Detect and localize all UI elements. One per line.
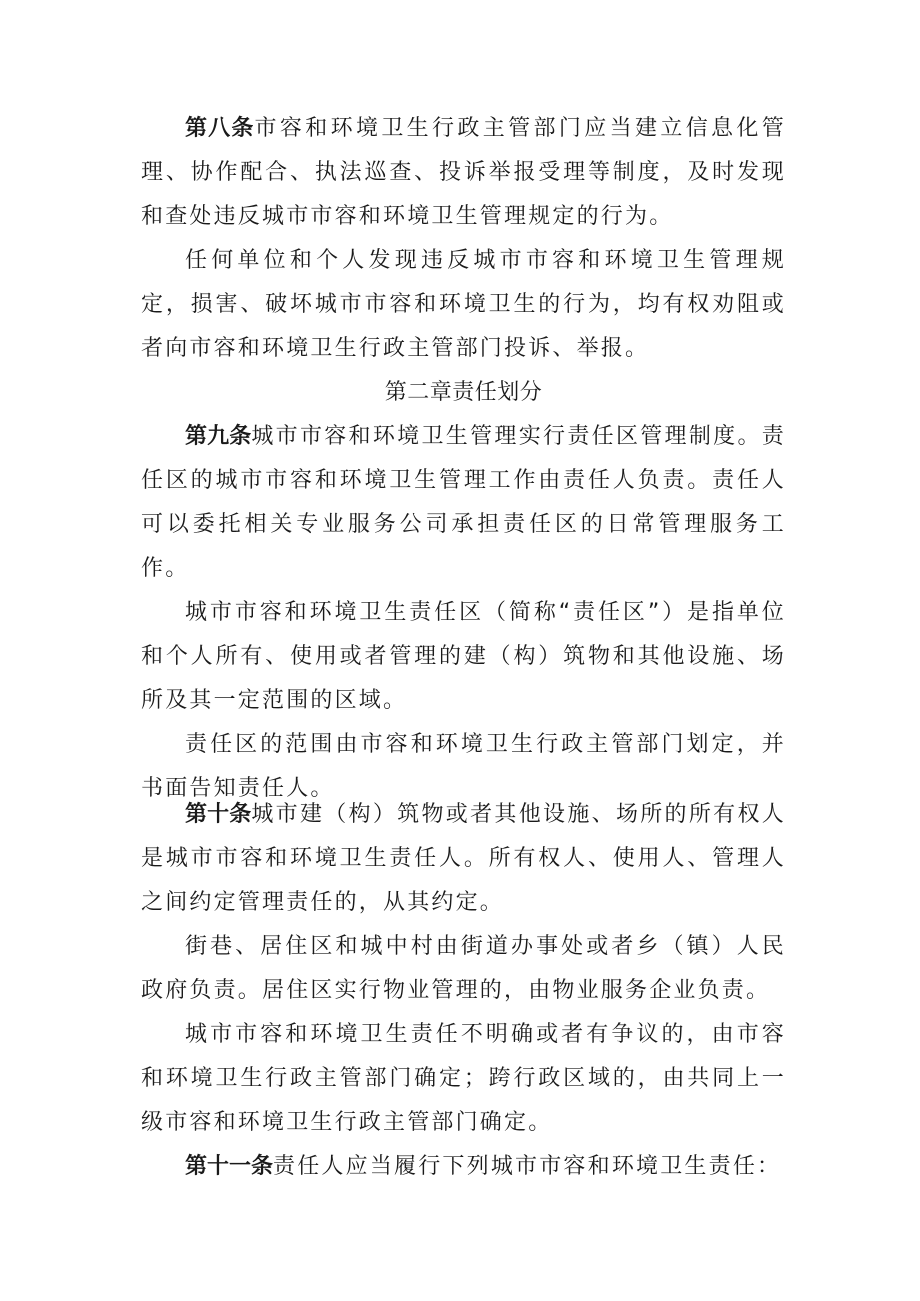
article-11-text-1: 责任人应当履行下列城市市容和环境卫生责任：: [273, 1154, 782, 1179]
article-9-paragraph-1: [141, 415, 786, 591]
article-10-label: 第十条: [185, 802, 252, 827]
chapter-2-title: 第二章责任划分: [384, 380, 543, 405]
article-9-paragraph-3: 责任区的范围由市容和环境卫生行政主管部门划定，并书面告知责任人。: [141, 732, 786, 801]
article-9-label: 第九条: [185, 424, 252, 449]
article-11-paragraph-1: [141, 1145, 786, 1189]
article-11-label: 第十一条: [185, 1154, 274, 1179]
article-10-text-1: 城市建（构）筑物或者其他设施、场所的所有权人是城市市容和环境卫生责任人。所有权人、使用人、管理人之间约定管理责任的，从其约定。: [141, 802, 786, 915]
article-10-section: [141, 793, 786, 1189]
article-8-text-1: 市容和环境卫生行政主管部门应当建立信息化管理、协作配合、执法巡查、投诉举报受理等制度，及时发现和查处违反城市市容和环境卫生管理规定的行为。: [141, 116, 786, 229]
article-9-text-1: 城市市容和环境卫生管理实行责任区管理制度。责任区的城市市容和环境卫生管理工作由责任人负责。责任人可以委托相关专业服务公司承担责任区的日常管理服务工作。: [141, 424, 786, 581]
article-8-paragraph-1: [141, 107, 786, 239]
article-9-paragraph-2: 城市市容和环境卫生责任区（简称“责任区”）是指单位和个人所有、使用或者管理的建（构）筑物和其他设施、场所及其一定范围的区域。: [141, 600, 786, 713]
article-10-paragraph-1: [141, 793, 786, 925]
article-8-section: [141, 107, 786, 811]
article-10-paragraph-3: 城市市容和环境卫生责任不明确或者有争议的，由市容和环境卫生行政主管部门确定；跨行政区域的，由共同上一级市容和环境卫生行政主管部门确定。: [141, 1022, 786, 1135]
article-8-paragraph-2: 任何单位和个人发现违反城市市容和环境卫生管理规定，损害、破坏城市市容和环境卫生的行为，均有权劝阻或者向市容和环境卫生行政主管部门投诉、举报。: [141, 248, 786, 361]
article-8-label: 第八条: [185, 116, 255, 141]
article-10-paragraph-2: 街巷、居住区和城中村由街道办事处或者乡（镇）人民政府负责。居住区实行物业管理的，由物业服务企业负责。: [141, 934, 786, 1003]
